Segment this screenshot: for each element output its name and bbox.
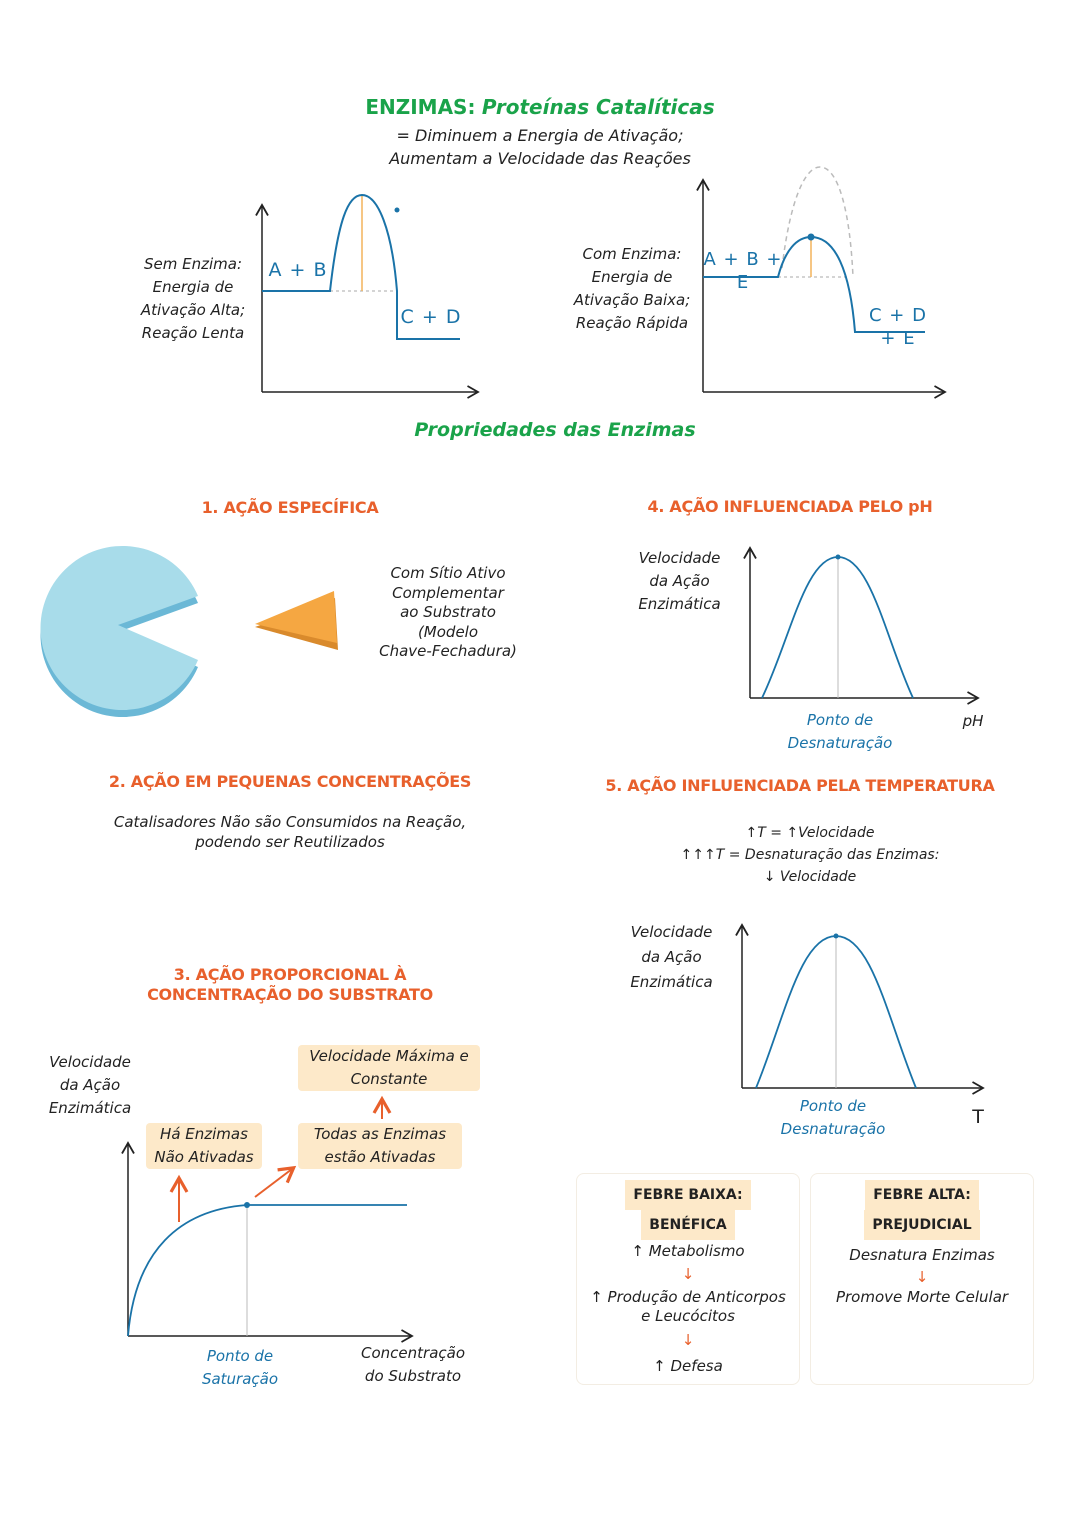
label-line: Ponto de	[799, 1097, 867, 1115]
energy-diagram-without-enzyme	[262, 195, 478, 392]
label-line: Desnaturação	[787, 734, 893, 752]
label-line: Com Enzima:	[582, 245, 682, 263]
arrow-down-icon: ↓	[681, 1265, 695, 1283]
label-line: Saturação	[201, 1370, 279, 1388]
with-enzyme-label	[557, 243, 707, 335]
section3-heading	[90, 965, 490, 1005]
text-line: Com Sítio Ativo	[390, 564, 506, 582]
label-line: Ponto de	[806, 711, 874, 729]
section5-text	[620, 822, 1000, 888]
fever-low-verdict: BENÉFICA	[641, 1210, 734, 1240]
fever-low-step: ↑ Defesa	[653, 1357, 723, 1375]
section5-ylabel	[614, 920, 729, 995]
label-line: Energia de	[152, 278, 234, 296]
section1-heading: 1. AÇÃO ESPECÍFICA	[201, 498, 379, 517]
label-line: Enzimática	[630, 973, 713, 991]
note-line: Não Ativadas	[154, 1148, 254, 1166]
step-line: e Leucócitos	[641, 1307, 735, 1325]
arrow-all-active	[255, 1169, 292, 1197]
uncatalyzed-curve-dashed	[782, 167, 853, 277]
text-line: Complementar	[392, 583, 504, 602]
label-line: Enzimática	[638, 595, 721, 613]
text-line: ↑↑↑T = Desnaturação das Enzimas:	[680, 847, 940, 863]
note-line: Há Enzimas	[160, 1125, 248, 1143]
fever-high-title: FEBRE ALTA:	[865, 1180, 979, 1210]
subtitle	[290, 124, 790, 170]
section3-xlabel	[348, 1342, 478, 1388]
fever-low-step	[577, 1288, 799, 1326]
fever-high-step: Desnatura Enzimas	[849, 1246, 995, 1264]
label-line: da Ação	[59, 1076, 121, 1094]
ph-chart	[750, 548, 978, 698]
step-line: ↑ Produção de Anticorpos	[590, 1288, 786, 1306]
note-line: Velocidade Máxima e	[309, 1047, 469, 1065]
peak-dot	[834, 934, 839, 939]
section4-ylabel	[622, 547, 737, 616]
text-line: podendo ser Reutilizados	[195, 833, 385, 851]
label-line: Reação Rápida	[575, 314, 689, 332]
text-line: ↓ Velocidade	[763, 869, 857, 885]
heading-line: 3. AÇÃO PROPORCIONAL À	[173, 965, 407, 984]
label-line: da Ação	[641, 948, 702, 966]
label-line: Concentração	[361, 1344, 465, 1362]
text-line: Catalisadores Não são Consumidos na Reação,	[113, 813, 467, 831]
text-line: (Modelo	[417, 622, 479, 641]
label-line: Ativação Baixa;	[573, 291, 691, 309]
arrow-down-icon: ↓	[915, 1268, 929, 1286]
text-line: Chave-Fechadura)	[379, 642, 517, 660]
saturation-point-label	[180, 1345, 300, 1391]
products-label: C + D + E	[869, 305, 927, 349]
label-line: Reação Lenta	[141, 324, 245, 342]
page-title	[240, 96, 840, 119]
ph-denaturation-label	[770, 709, 910, 755]
subtitle-line: = Diminuem a Energia de Ativação;	[396, 126, 684, 145]
saturation-dot	[244, 1202, 250, 1208]
label-line: Sem Enzima:	[143, 255, 242, 273]
label-line: Ponto de	[206, 1347, 274, 1365]
text-line: ↑T = ↑Velocidade	[745, 825, 875, 841]
reactants-label: A + B + E	[703, 249, 783, 293]
label-line: Ativação Alta;	[140, 301, 246, 319]
enzyme-shape	[41, 546, 198, 710]
heading-line: CONCENTRAÇÃO DO SUBSTRATO	[147, 985, 433, 1004]
saturation-curve	[128, 1205, 407, 1336]
label-line: da Ação	[649, 572, 710, 590]
note-line: estão Ativadas	[324, 1148, 436, 1166]
fever-high-card	[810, 1173, 1034, 1385]
section2-heading: 2. AÇÃO EM PEQUENAS CONCENTRAÇÕES	[108, 772, 472, 791]
label-line: Velocidade	[638, 549, 721, 567]
label-line: do Substrato	[364, 1367, 462, 1385]
title-rest: Proteínas Catalíticas	[481, 95, 715, 119]
note-line: Todas as Enzimas	[313, 1125, 447, 1143]
temp-xlabel: T	[972, 1106, 984, 1128]
note-max-velocity	[298, 1045, 480, 1091]
peak-dot	[836, 555, 841, 560]
note-line: Constante	[350, 1070, 428, 1088]
fever-high-header	[811, 1180, 1033, 1240]
enzyme-substrate-illustration	[41, 546, 338, 717]
section1-text	[358, 564, 538, 662]
without-enzyme-label	[118, 253, 268, 345]
properties-title: Propriedades das Enzimas	[414, 419, 696, 441]
fever-low-card	[576, 1173, 800, 1385]
label-line: Desnaturação	[780, 1120, 886, 1138]
section5-heading: 5. AÇÃO INFLUENCIADA PELA TEMPERATURA	[605, 776, 995, 795]
arrow-down-icon: ↓	[681, 1331, 695, 1349]
dot	[395, 208, 400, 213]
fever-high-step: Promove Morte Celular	[835, 1288, 1009, 1306]
subtitle-line: Aumentam a Velocidade das Reações	[389, 149, 691, 168]
ph-xlabel: pH	[962, 712, 984, 730]
products-label: C + D	[400, 306, 462, 328]
section3-ylabel	[35, 1051, 145, 1120]
label-line: Velocidade	[49, 1053, 131, 1071]
section2-text	[70, 812, 510, 852]
label-line: Enzimática	[48, 1099, 132, 1117]
title-bold: ENZIMAS:	[365, 95, 476, 119]
section4-heading: 4. AÇÃO INFLUENCIADA PELO pH	[647, 497, 933, 516]
temp-denaturation-label	[763, 1095, 903, 1141]
fever-low-step: ↑ Metabolismo	[631, 1242, 745, 1260]
label-line: Energia de	[591, 268, 673, 286]
fever-low-title: FEBRE BAIXA:	[625, 1180, 750, 1210]
note-not-active	[146, 1123, 262, 1169]
label-line: Velocidade	[630, 923, 713, 941]
reactants-label: A + B	[268, 259, 328, 281]
note-all-active	[298, 1123, 462, 1169]
fever-high-verdict: PREJUDICIAL	[864, 1210, 979, 1240]
peak-dot	[808, 234, 815, 241]
temperature-chart	[742, 925, 983, 1088]
fever-low-header	[577, 1180, 799, 1240]
text-line: ao Substrato	[400, 603, 496, 621]
